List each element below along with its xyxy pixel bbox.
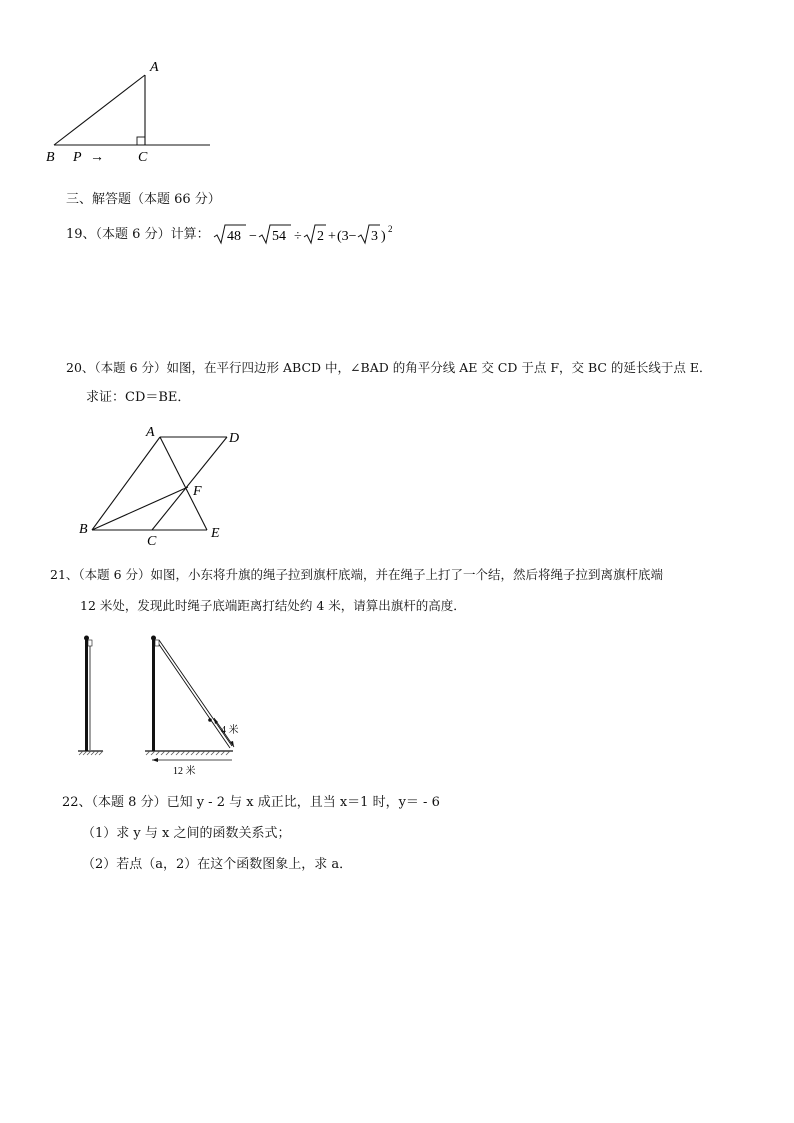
q21-flagpole-figure xyxy=(70,630,250,780)
q19-minus: − xyxy=(249,229,257,244)
q19-radicand-48: 48 xyxy=(227,229,241,244)
q21-label-12m: 12 米 xyxy=(173,766,196,777)
q22-part1: （1）求 y 与 x 之间的函数关系式； xyxy=(82,826,291,841)
q19-open: (3− xyxy=(337,229,357,244)
q20-label-d: D xyxy=(229,431,240,446)
q19-expression xyxy=(212,220,402,250)
q19-radicand-3: 3 xyxy=(371,229,378,244)
q18-label-c: C xyxy=(138,150,148,165)
q19-plus: + xyxy=(328,229,336,244)
q21-right-pole xyxy=(152,639,155,751)
q21-left-pole xyxy=(85,639,88,751)
q20-label-f: F xyxy=(193,484,202,499)
q20-line2: 求证：CD＝BE． xyxy=(86,390,191,405)
q18-label-b: B xyxy=(46,150,55,165)
q22-line1: 22、（本题 8 分）已知 y - 2 与 x 成正比，且当 x＝1 时，y＝ - 6 xyxy=(62,795,440,810)
q21-label-4m: 4 米 xyxy=(221,725,239,736)
q20-label-c: C xyxy=(147,534,157,549)
q20-label-e: E xyxy=(211,526,220,541)
q21-line2: 12 米处，发现此时绳子底端距离打结处约 4 米，请算出旗杆的高度． xyxy=(80,598,466,613)
q18-right-angle-mark xyxy=(137,137,145,145)
q19-prompt: 19、（本题 6 分）计算： xyxy=(66,227,210,242)
q18-label-p: P xyxy=(73,150,82,165)
q19-radicand-54: 54 xyxy=(272,229,286,244)
q21-rope xyxy=(156,640,230,748)
q19-radicand-2: 2 xyxy=(317,229,324,244)
q20-label-a: A xyxy=(146,425,155,440)
q20-parallelogram-figure xyxy=(72,420,252,550)
q21-knot xyxy=(208,718,212,722)
q20-label-b: B xyxy=(79,522,88,537)
section-3-title: 三、解答题（本题 66 分） xyxy=(66,192,221,207)
q18-arrow: → xyxy=(90,150,104,165)
q21-line1: 21、（本题 6 分）如图，小东将升旗的绳子拉到旗杆底端，并在绳子上打了一个结，然后将绳子拉到离旗杆底端 xyxy=(50,567,664,582)
q18-label-a: A xyxy=(150,60,159,75)
q19-power: 2 xyxy=(388,224,393,234)
q19-div: ÷ xyxy=(294,229,302,244)
q22-part2: （2）若点（a，2）在这个函数图象上，求 a． xyxy=(82,857,353,872)
q18-triangle-figure xyxy=(40,55,220,170)
q18-side-ab xyxy=(54,75,145,145)
q20-line1: 20、（本题 6 分）如图，在平行四边形 ABCD 中，∠BAD 的角平分线 AE 交 CD 于点 F，交 BC 的延长线于点 E． xyxy=(66,360,712,375)
q19-close: ) xyxy=(381,229,386,244)
